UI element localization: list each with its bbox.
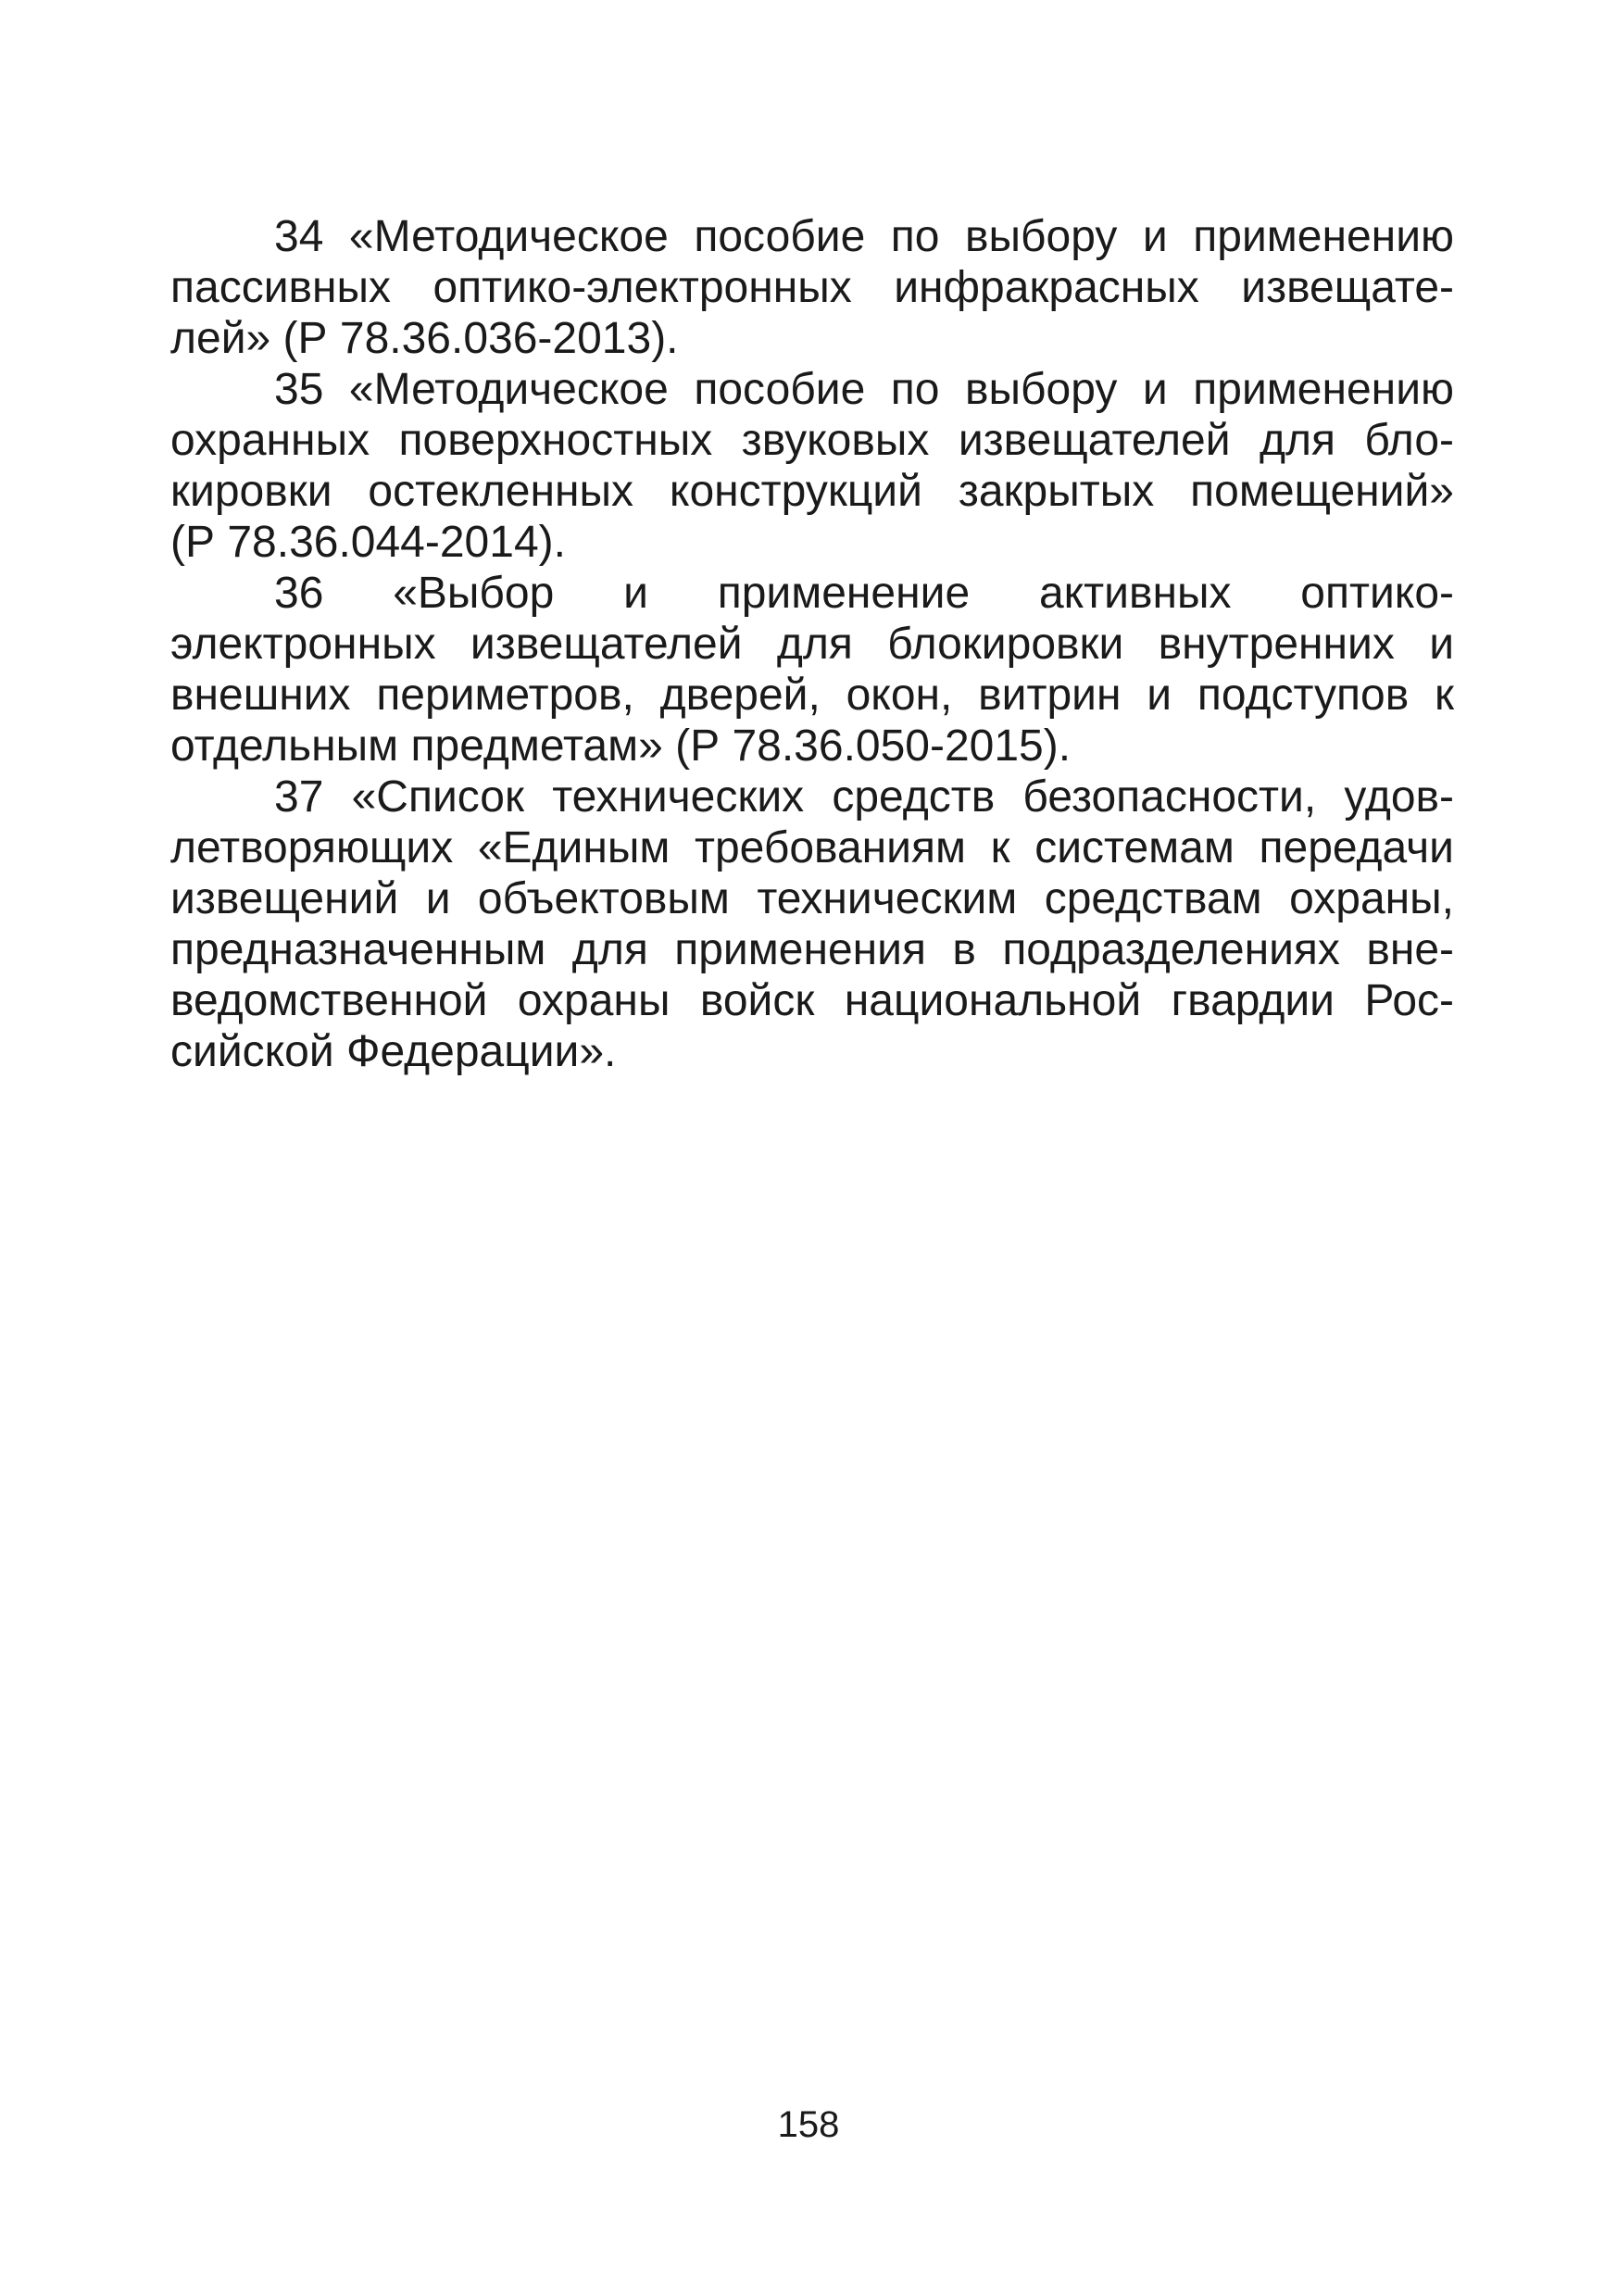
text-line: ведомственной охраны войск национальной гвардии Рос- (170, 976, 1454, 1025)
text-line: 36 «Выбор и применение активных оптико- (274, 569, 1454, 618)
text-line: извещений и объектовым техническим средствам охраны, (170, 874, 1454, 923)
text-line: (Р 78.36.044-2014). (170, 518, 566, 567)
text-line: лей» (Р 78.36.036-2013). (170, 314, 679, 363)
text-line: внешних периметров, дверей, окон, витрин и подступов к (170, 671, 1454, 720)
reference-item-36 (170, 568, 1454, 772)
reference-item-35 (170, 364, 1454, 568)
text-line: предназначенным для применения в подразделениях вне- (170, 925, 1454, 974)
text-line: отдельным предметам» (Р 78.36.050-2015). (170, 721, 1072, 771)
document-body (170, 211, 1454, 1077)
text-line: 34 «Методическое пособие по выбору и применению (274, 212, 1454, 261)
text-line: сийской Федерации». (170, 1027, 617, 1076)
text-line: летворяющих «Единым требованиям к системам передачи (170, 823, 1454, 872)
text-line: электронных извещателей для блокировки внутренних и (170, 620, 1454, 669)
text-line: кировки остекленных конструкций закрытых помещений» (170, 467, 1454, 516)
reference-item-34 (170, 211, 1454, 364)
text-line: 35 «Методическое пособие по выбору и применению (274, 365, 1454, 414)
text-line: 37 «Список технических средств безопасности, удов- (274, 772, 1454, 822)
text-line: охранных поверхностных звуковых извещателей для бло- (170, 416, 1454, 465)
text-line: пассивных оптико-электронных инфракрасных извещате- (170, 263, 1454, 312)
page-number: 158 (777, 2104, 840, 2145)
reference-item-37 (170, 772, 1454, 1077)
